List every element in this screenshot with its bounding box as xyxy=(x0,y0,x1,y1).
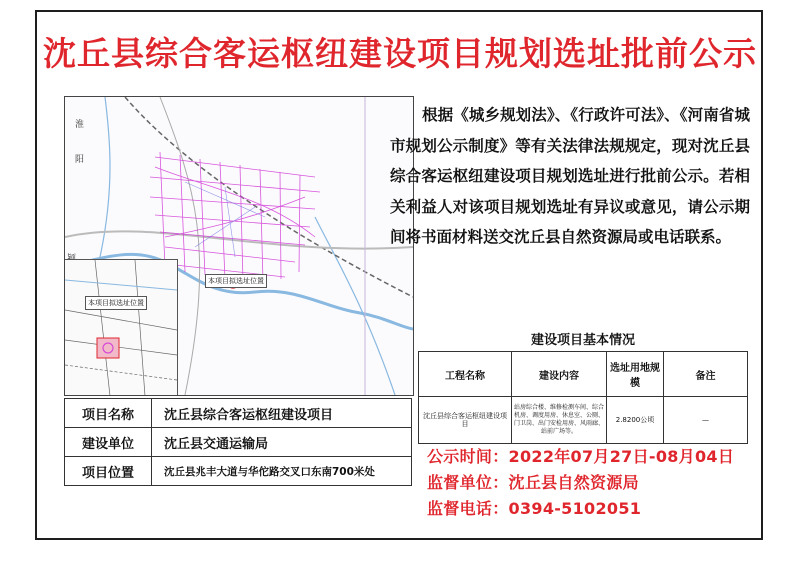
info-cell-remark: — xyxy=(664,397,748,444)
info-heading: 建设项目基本情况 xyxy=(530,333,635,348)
description-text: 根据《城乡规划法》、《行政许可法》、《河南省城市规划公示制度》等有关法律法规规定，现对沈丘县综合客运枢纽建设项目规划选址进行批前公示。若相关利益人对该项目规划选址有异议或意见，请公示期间将书面材料送交沈丘县自然资源局或电话联系。 xyxy=(390,106,750,246)
info-header: 工程名称 xyxy=(419,352,512,397)
project-key: 项目位置 xyxy=(65,457,152,486)
info-cell-content: 站房综合楼、维修检测车间、综合机房、调度用房、休息室、公厕、门卫岗、出门安检用房、风雨廊、站前广场等。 xyxy=(512,397,607,444)
notice-unit-label: 监督单位： xyxy=(427,473,509,492)
info-header: 建设内容 xyxy=(512,352,607,397)
notice-phone xyxy=(427,496,641,519)
project-value: 沈丘县交通运输局 xyxy=(152,428,412,457)
notice-time xyxy=(427,444,734,467)
map-site-label: 本项目拟选址位置 xyxy=(205,274,267,288)
notice-time-label: 公示时间： xyxy=(427,447,509,466)
project-key: 建设单位 xyxy=(65,428,152,457)
page-title: 沈丘县综合客运枢纽建设项目规划选址批前公示 xyxy=(43,34,757,73)
notice-phone-label: 监督电话： xyxy=(427,499,509,518)
project-value: 沈丘县综合客运枢纽建设项目 xyxy=(152,399,412,428)
map-place-char: 阳 xyxy=(75,155,85,165)
project-table xyxy=(64,398,412,486)
info-table xyxy=(418,351,748,444)
info-header: 选址用地规模 xyxy=(607,352,664,397)
project-key: 项目名称 xyxy=(65,399,152,428)
notice-unit xyxy=(427,470,639,493)
info-cell-area: 2.8200公顷 xyxy=(607,397,664,444)
notice-phone-value: 0394-5102051 xyxy=(508,499,642,518)
notice-description xyxy=(390,100,750,253)
info-cell-name: 沈丘县综合客运枢纽建设项目 xyxy=(419,397,512,444)
info-header: 备注 xyxy=(664,352,748,397)
inset-site-label: 本项目拟选址位置 xyxy=(85,296,147,310)
inset-drawing xyxy=(65,260,177,396)
map-inset xyxy=(65,259,178,396)
site-map xyxy=(64,96,414,396)
project-value: 沈丘县兆丰大道与华佗路交叉口东南700米处 xyxy=(152,457,412,486)
notice-time-value: 2022年07月27日-08月04日 xyxy=(508,447,735,466)
notice-unit-value: 沈丘县自然资源局 xyxy=(508,473,639,492)
map-place-char: 淮 xyxy=(75,120,85,130)
